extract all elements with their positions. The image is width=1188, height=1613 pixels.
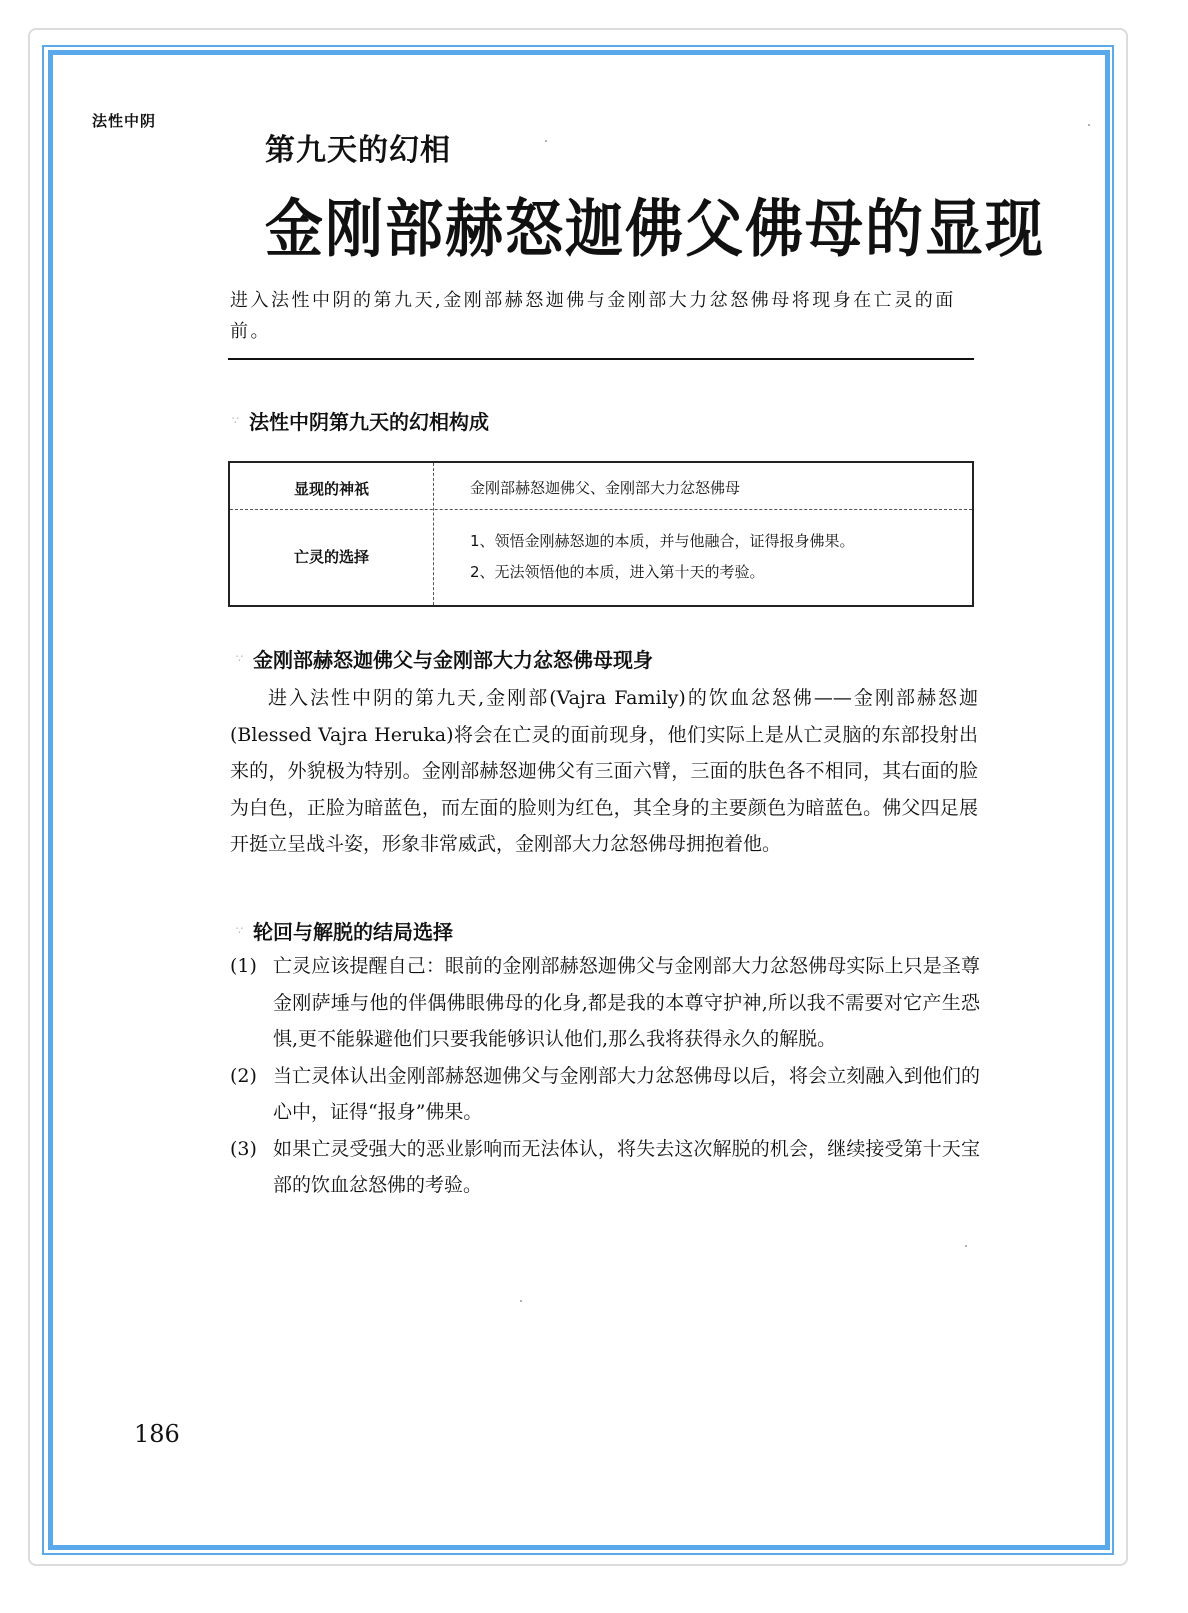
page-number: 186 — [134, 1420, 180, 1448]
table-cell: 1、领悟金刚赫怒迦的本质，并与他融合，证得报身佛果。 — [470, 532, 855, 550]
table-column-divider — [433, 463, 434, 605]
section-heading-text: 金刚部赫怒迦佛父与金刚部大力忿怒佛母现身 — [253, 648, 653, 672]
outcome-list — [230, 948, 980, 1204]
list-item — [230, 1131, 980, 1204]
section-heading-text: 轮回与解脱的结局选择 — [253, 920, 453, 944]
running-head: 法性中阴 — [92, 112, 157, 130]
section-bullet-icon: ∵ — [236, 924, 243, 937]
section-bullet-icon: ∵ — [236, 652, 243, 665]
list-item-text: 当亡灵体认出金刚部赫怒迦佛父与金刚部大力忿怒佛母以后，将会立刻融入到他们的心中，证得“报身”佛果。 — [273, 1064, 980, 1123]
divider-rule — [228, 358, 974, 360]
table-cell: 2、无法领悟他的本质，进入第十天的考验。 — [470, 563, 765, 581]
table-cell: 金刚部赫怒迦佛父、金刚部大力忿怒佛母 — [470, 479, 741, 497]
section-bullet-icon: ∵ — [232, 414, 239, 427]
list-item-text: 如果亡灵受强大的恶业影响而无法体认，将失去这次解脱的机会，继续接受第十天宝部的饮血忿怒佛的考验。 — [273, 1137, 980, 1196]
vision-composition-table — [228, 461, 974, 607]
section-heading-outcome — [236, 916, 453, 945]
chapter-subtitle: 第九天的幻相 — [265, 133, 451, 168]
intro-paragraph: 进入法性中阴的第九天,金刚部赫怒迦佛与金刚部大力忿怒佛母将现身在亡灵的面前。 — [230, 290, 956, 342]
list-item-number: (2) — [230, 1064, 257, 1087]
list-item-text: 亡灵应该提醒自己：眼前的金刚部赫怒迦佛父与金刚部大力忿怒佛母实际上只是圣尊金刚萨埵与他的伴偶佛眼佛母的化身,都是我的本尊守护神,所以我不需要对它产生恐惧,更不能躲避他们只要我能够识认他们,那么我将获得永久的解脱。 — [273, 955, 980, 1050]
list-item — [230, 948, 980, 1058]
table-row-label: 显现的神祇 — [293, 480, 369, 498]
table-row — [230, 510, 972, 605]
manifestation-paragraph: 进入法性中阴的第九天,金刚部(Vajra Family)的饮血忿怒佛——金刚部赫怒迦 (Blessed Vajra Heruka)将会在亡灵的面前现身，他们实际上是从亡灵脑的东部投射出来的，外貌极为特别。金刚部赫怒迦佛父有三面六臂，三面的肤色各不相同，其右面的脸为白色，正脸为暗蓝色，而左面的脸则为红色，其全身的主要颜色为暗蓝色。佛父四足展开挺立呈战斗姿，形象非常威武，金刚部大力忿怒佛母拥抱着他。 — [230, 687, 978, 855]
scan-speck — [965, 1245, 967, 1247]
table-row — [230, 463, 972, 510]
chapter-title: 金刚部赫怒迦佛父佛母的显现 — [265, 192, 1046, 266]
scan-speck — [520, 1300, 522, 1302]
list-item-number: (3) — [230, 1137, 257, 1160]
section-heading-text: 法性中阴第九天的幻相构成 — [249, 410, 489, 434]
scan-speck — [545, 140, 547, 142]
section-heading-composition — [232, 406, 489, 435]
list-item — [230, 1058, 980, 1131]
table-row-label: 亡灵的选择 — [293, 548, 369, 566]
list-item-number: (1) — [230, 955, 257, 977]
section-heading-manifestation — [236, 644, 653, 673]
scan-speck — [1088, 124, 1090, 126]
